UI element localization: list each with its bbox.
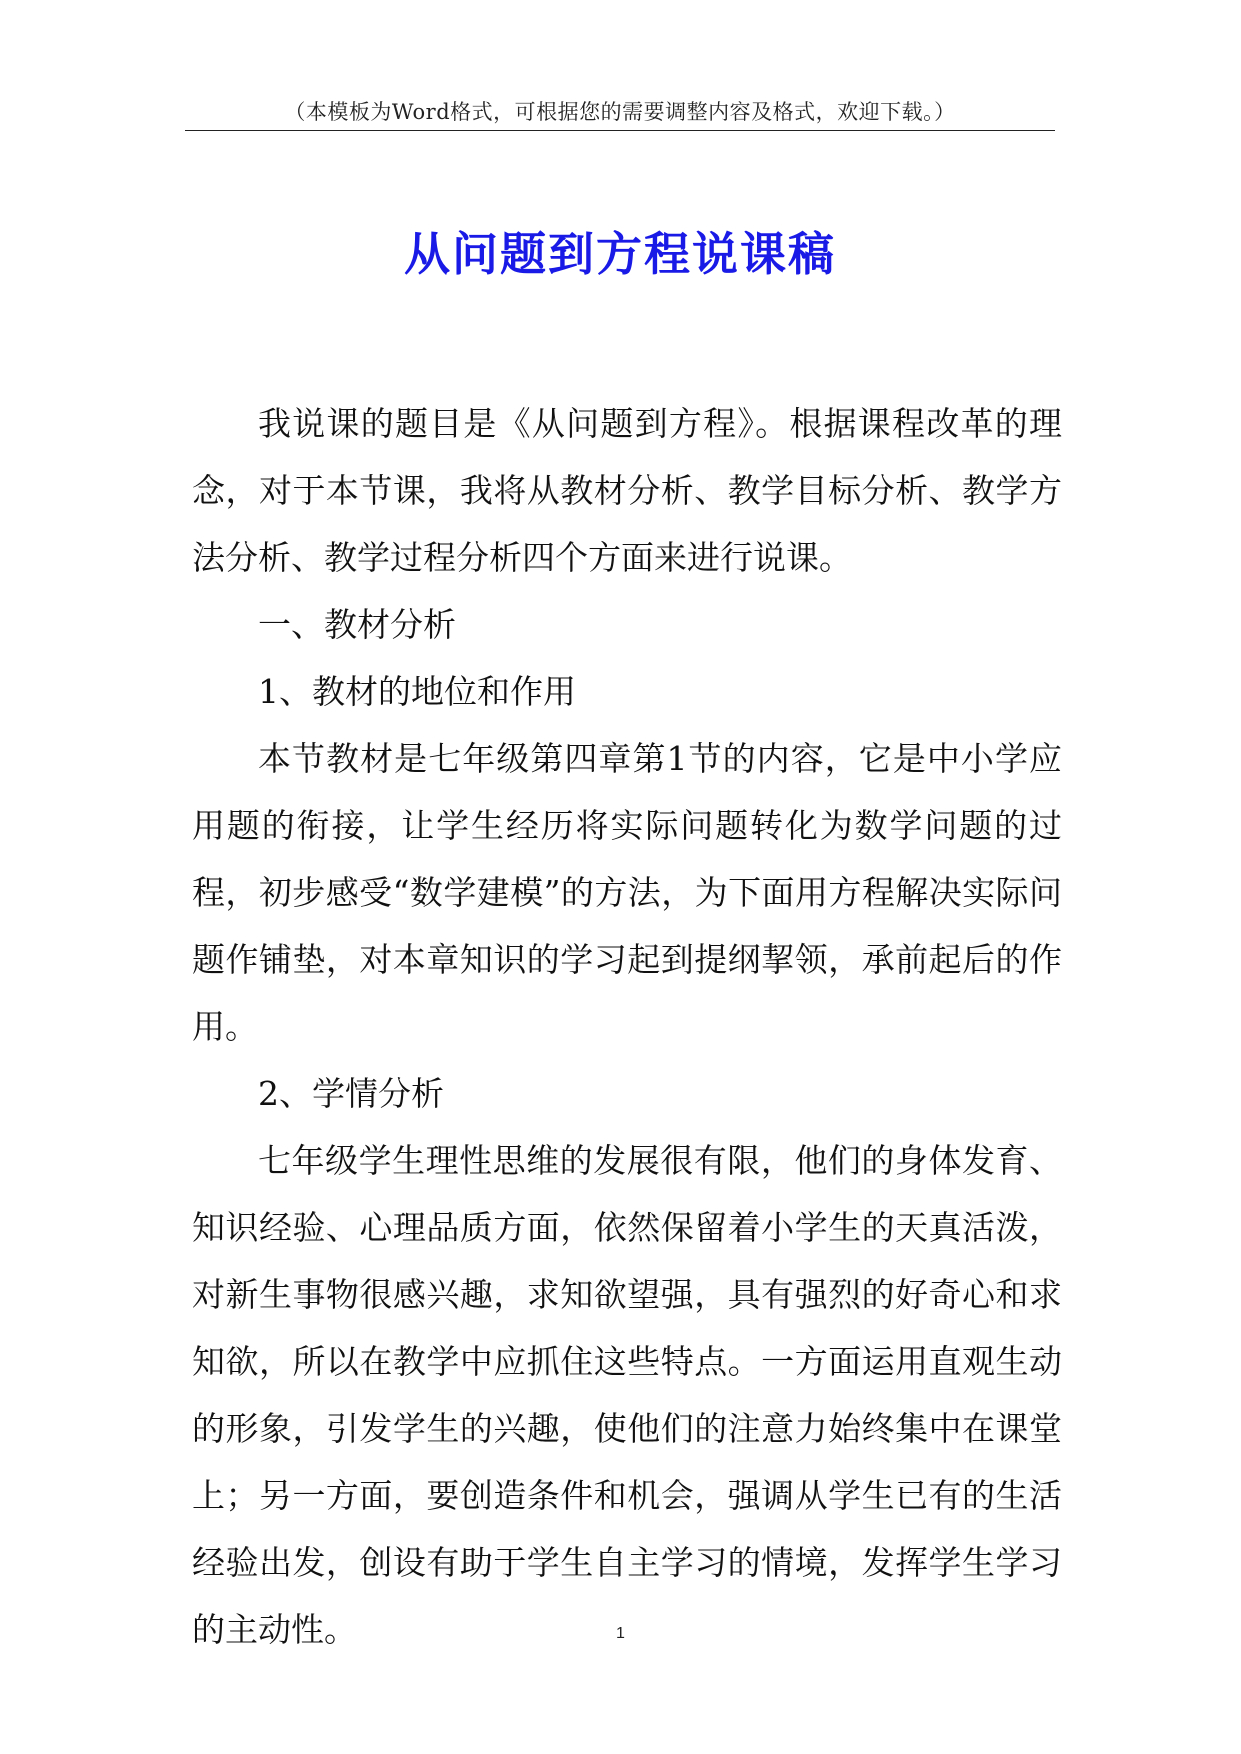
section-heading-textbook-analysis: 一、教材分析 <box>258 605 456 644</box>
template-note: （本模板为Word格式，可根据您的需要调整内容及格式，欢迎下载。） <box>284 100 956 124</box>
document-title: 从问题到方程说课稿 <box>404 227 836 281</box>
intro-paragraph: 我说课的题目是《从问题到方程》。根据课程改革的理念，对于本节课，我将从教材分析、教学目标分析、教学方法分析、教学过程分析四个方面来进行说课。 <box>192 404 1062 577</box>
textbook-paragraph: 本节教材是七年级第四章第1节的内容，它是中小学应用题的衔接，让学生经历将实际问题转化为数学问题的过程，初步感受“数学建模”的方法，为下面用方程解决实际问题作铺垫，对本章知识的学习起到提纲挈领，承前起后的作用。 <box>192 739 1062 1046</box>
page-number: 1 <box>616 1625 625 1642</box>
header-divider <box>185 130 1055 131</box>
subsection-heading-status-and-role: 1、教材的地位和作用 <box>258 672 576 711</box>
document-body <box>192 390 1062 1663</box>
student-analysis-paragraph: 七年级学生理性思维的发展很有限，他们的身体发育、知识经验、心理品质方面，依然保留着小学生的天真活泼，对新生事物很感兴趣，求知欲望强，具有强烈的好奇心和求知欲，所以在教学中应抓住这些特点。一方面运用直观生动的形象，引发学生的兴趣，使他们的注意力始终集中在课堂上；另一方面，要创造条件和机会，强调从学生已有的生活经验出发，创设有助于学生自主学习的情境，发挥学生学习的主动性。 <box>192 1141 1062 1649</box>
subsection-heading-student-analysis: 2、学情分析 <box>258 1074 444 1113</box>
